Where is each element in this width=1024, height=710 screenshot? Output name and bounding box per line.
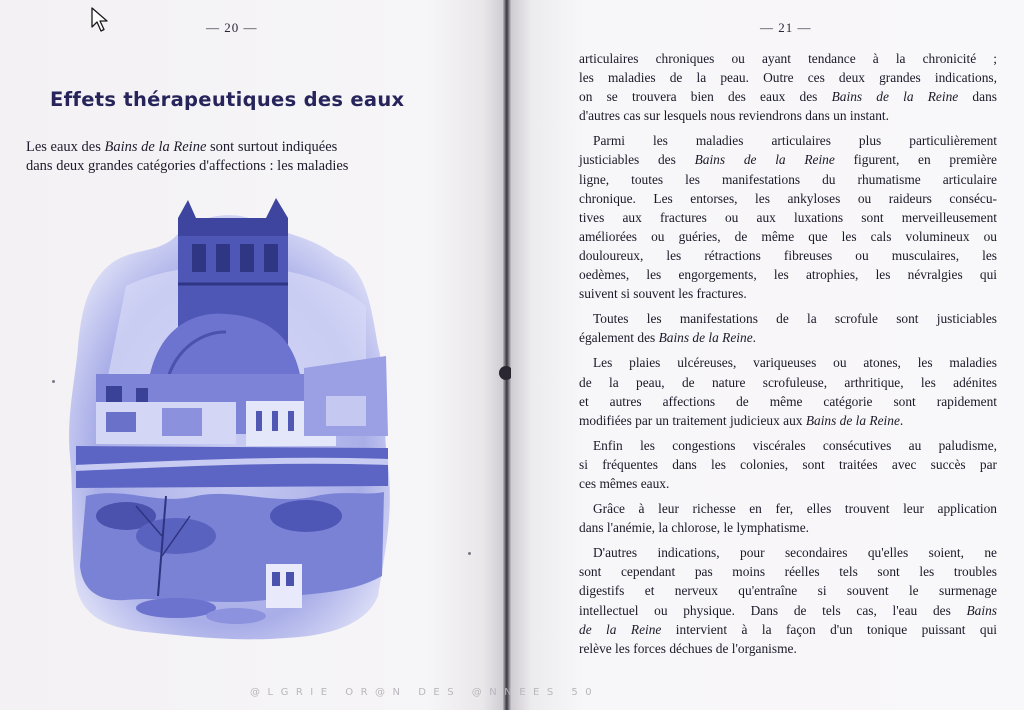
left-page-number: — 20 — [206, 20, 258, 35]
text-line: si fréquentes dans les colonies, sont traitées avec succès par [579, 456, 997, 472]
text-line: sont cependant pas moins réelles tels sont les troubles [579, 564, 997, 580]
intro-line: dans deux grandes catégories d'affections : les maladies [26, 158, 349, 174]
text-line: intellectuel ou physique. Dans de tels cas, l'eau des Bains [579, 602, 997, 618]
text-line: oedèmes, les engorgements, les atrophies, les névralgies qui [579, 267, 997, 283]
right-page-body [579, 49, 997, 664]
text-line: modifiées par un traitement judicieux aux Bains de la Reine. [579, 412, 904, 428]
paper-speck [468, 552, 471, 555]
paragraph [579, 353, 997, 429]
arrow-pointer-icon [91, 7, 109, 33]
text-line: D'autres indications, pour secondaires qu'elles soient, ne [593, 545, 997, 561]
page-title: Effets thérapeutiques des eaux [50, 88, 405, 111]
intro-line: Les eaux des Bains de la Reine sont surtout indiquées [26, 139, 338, 155]
text-line: douloureux, les rétractions fibreuses ou musculaires, les [579, 247, 997, 263]
paragraph [579, 543, 997, 658]
left-page [0, 0, 503, 710]
text-line: tives aux fractures ou aux luxations sont merveilleusement [579, 209, 997, 225]
paragraph [579, 131, 997, 303]
text-line: les maladies de la peau. Outre ces deux grandes indications, [579, 70, 997, 86]
book-gutter [503, 0, 511, 710]
paragraph [579, 49, 997, 125]
paragraph [579, 499, 997, 537]
paragraph [579, 436, 997, 493]
text-line: Parmi les maladies articulaires plus particulièrement [593, 133, 997, 149]
paragraph [579, 309, 997, 347]
text-line: d'autres cas sur lesquels nous reviendrons dans un instant. [579, 108, 889, 124]
text-line: Toutes les manifestations de la scrofule sont justiciables [593, 311, 997, 327]
text-line: ligne, toutes les manifestations du rhumatisme articulaire [579, 171, 997, 187]
right-page-number: — 21 — [760, 20, 812, 35]
text-line: de la Reine intervient à la façon d'un tonique puissant qui [579, 621, 998, 637]
text-line: articulaires chroniques ou ayant tendance à la chronicité ; [579, 51, 997, 66]
text-line: justiciables des Bains de la Reine figurent, en première [579, 152, 997, 168]
text-line: chronique. Les entorses, les ankyloses ou raideurs consécu- [579, 190, 997, 206]
bath-building-illustration [66, 196, 396, 642]
text-line: de la peau, de nature scrofuleuse, arthritique, les adénites [579, 374, 997, 390]
text-line: améliorées ou guéries, de même que les cals volumineux ou [579, 228, 997, 244]
text-line: dans l'anémie, la chlorose, le lymphatisme. [579, 520, 809, 536]
text-line: suivent si souvent les fractures. [579, 286, 747, 302]
text-line: relève les forces déchues de l'organisme. [579, 640, 797, 656]
text-line: également des Bains de la Reine. [579, 330, 757, 346]
text-line: on se trouvera bien des eaux des Bains de la Reine dans [579, 89, 997, 105]
text-line: ces mêmes eaux. [579, 475, 670, 491]
text-line: Grâce à leur richesse en fer, elles trouvent leur application [593, 501, 997, 517]
watermark: @LGRIE OR@N DES @NNEES 50 [250, 687, 600, 698]
right-page [511, 0, 1024, 710]
text-line: digestifs et nerveux qu'entraîne si souvent le surmenage [579, 583, 997, 599]
intro-paragraph [26, 138, 440, 176]
text-line: Les plaies ulcéreuses, variqueuses ou atones, les maladies [593, 355, 997, 371]
paper-speck [52, 380, 55, 383]
text-line: et autres affections de même catégorie sont rapidement [579, 393, 997, 409]
text-line: Enfin les congestions viscérales consécutives au paludisme, [593, 437, 997, 453]
